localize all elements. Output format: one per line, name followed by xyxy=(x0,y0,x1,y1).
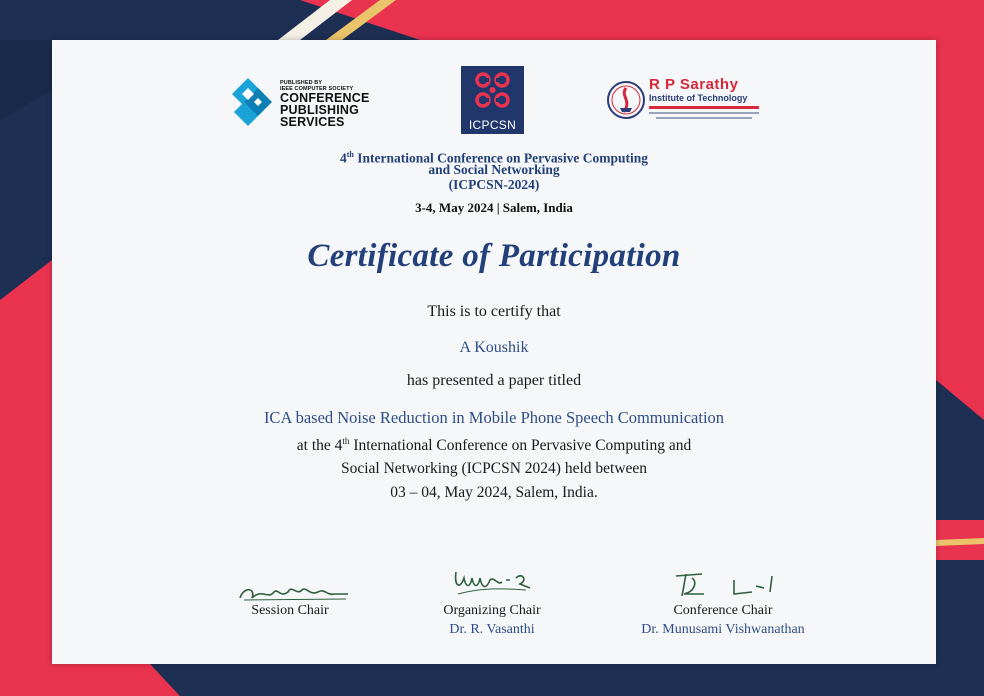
presented-text: has presented a paper titled xyxy=(406,372,582,389)
cps-line-conference: CONFERENCE xyxy=(280,91,370,105)
body-line-1 xyxy=(52,436,936,455)
body-line-1-pre: at the 4 xyxy=(296,437,343,455)
conference-dates: 3-4, May 2024 | Salem, India xyxy=(415,200,573,215)
organizing-chair-role: Organizing Chair xyxy=(443,603,541,618)
cps-line-services: SERVICES xyxy=(280,115,345,129)
logo-row xyxy=(52,66,936,138)
certificate-title: Certificate of Participation xyxy=(307,238,681,274)
cps-diamond-icon xyxy=(228,74,278,130)
conference-name-text: International Conference on Pervasive Computing xyxy=(357,150,648,166)
body-line-1-post: International Conference on Pervasive Computing and xyxy=(349,437,692,455)
rps-rule xyxy=(649,106,759,109)
organizing-chair-signature xyxy=(450,566,540,600)
certificate-paper xyxy=(52,40,936,664)
icpcsn-emblem-icon xyxy=(461,68,524,116)
cps-line-publishing: PUBLISHING xyxy=(280,103,360,117)
icpcsn-label: ICPCSN xyxy=(468,118,517,132)
rps-emblem-icon xyxy=(606,78,646,124)
rps-subtitle: Institute of Technology xyxy=(649,93,748,103)
rps-fine-print xyxy=(649,112,759,114)
conference-name-line2: and Social Networking xyxy=(428,162,560,177)
cps-logo xyxy=(228,74,388,130)
session-chair-block xyxy=(222,603,358,622)
conference-acronym: (ICPCSN-2024) xyxy=(448,177,540,192)
organizing-chair-block xyxy=(412,603,572,638)
conference-ordinal: 4 xyxy=(340,150,347,166)
session-chair-role: Session Chair xyxy=(251,603,329,618)
paper-title: ICA based Noise Reduction in Mobile Phone Speech Communication xyxy=(263,408,725,427)
rps-logo xyxy=(606,76,776,128)
cps-published-by: PUBLISHED BY xyxy=(280,80,323,86)
conference-ordinal-suffix: th xyxy=(346,150,354,159)
body-line-3: 03 – 04, May 2024, Salem, India. xyxy=(390,484,598,501)
conference-chair-role: Conference Chair xyxy=(673,603,773,618)
conference-chair-block xyxy=(618,603,828,638)
icpcsn-logo xyxy=(461,66,524,134)
participant-name: A Koushik xyxy=(459,339,529,356)
conference-chair-name: Dr. Munusami Vishwanathan xyxy=(641,622,805,637)
organizing-chair-name: Dr. R. Vasanthi xyxy=(449,622,535,637)
rps-fine-print-2 xyxy=(656,117,752,119)
conference-chair-signature xyxy=(672,568,792,602)
rps-name: R P Sarathy xyxy=(649,76,739,93)
cps-society: IEEE COMPUTER SOCIETY xyxy=(280,86,354,92)
certify-text: This is to certify that xyxy=(427,303,561,320)
body-line-2: Social Networking (ICPCSN 2024) held between xyxy=(340,460,648,477)
body-line-1-sup: th xyxy=(342,436,350,446)
